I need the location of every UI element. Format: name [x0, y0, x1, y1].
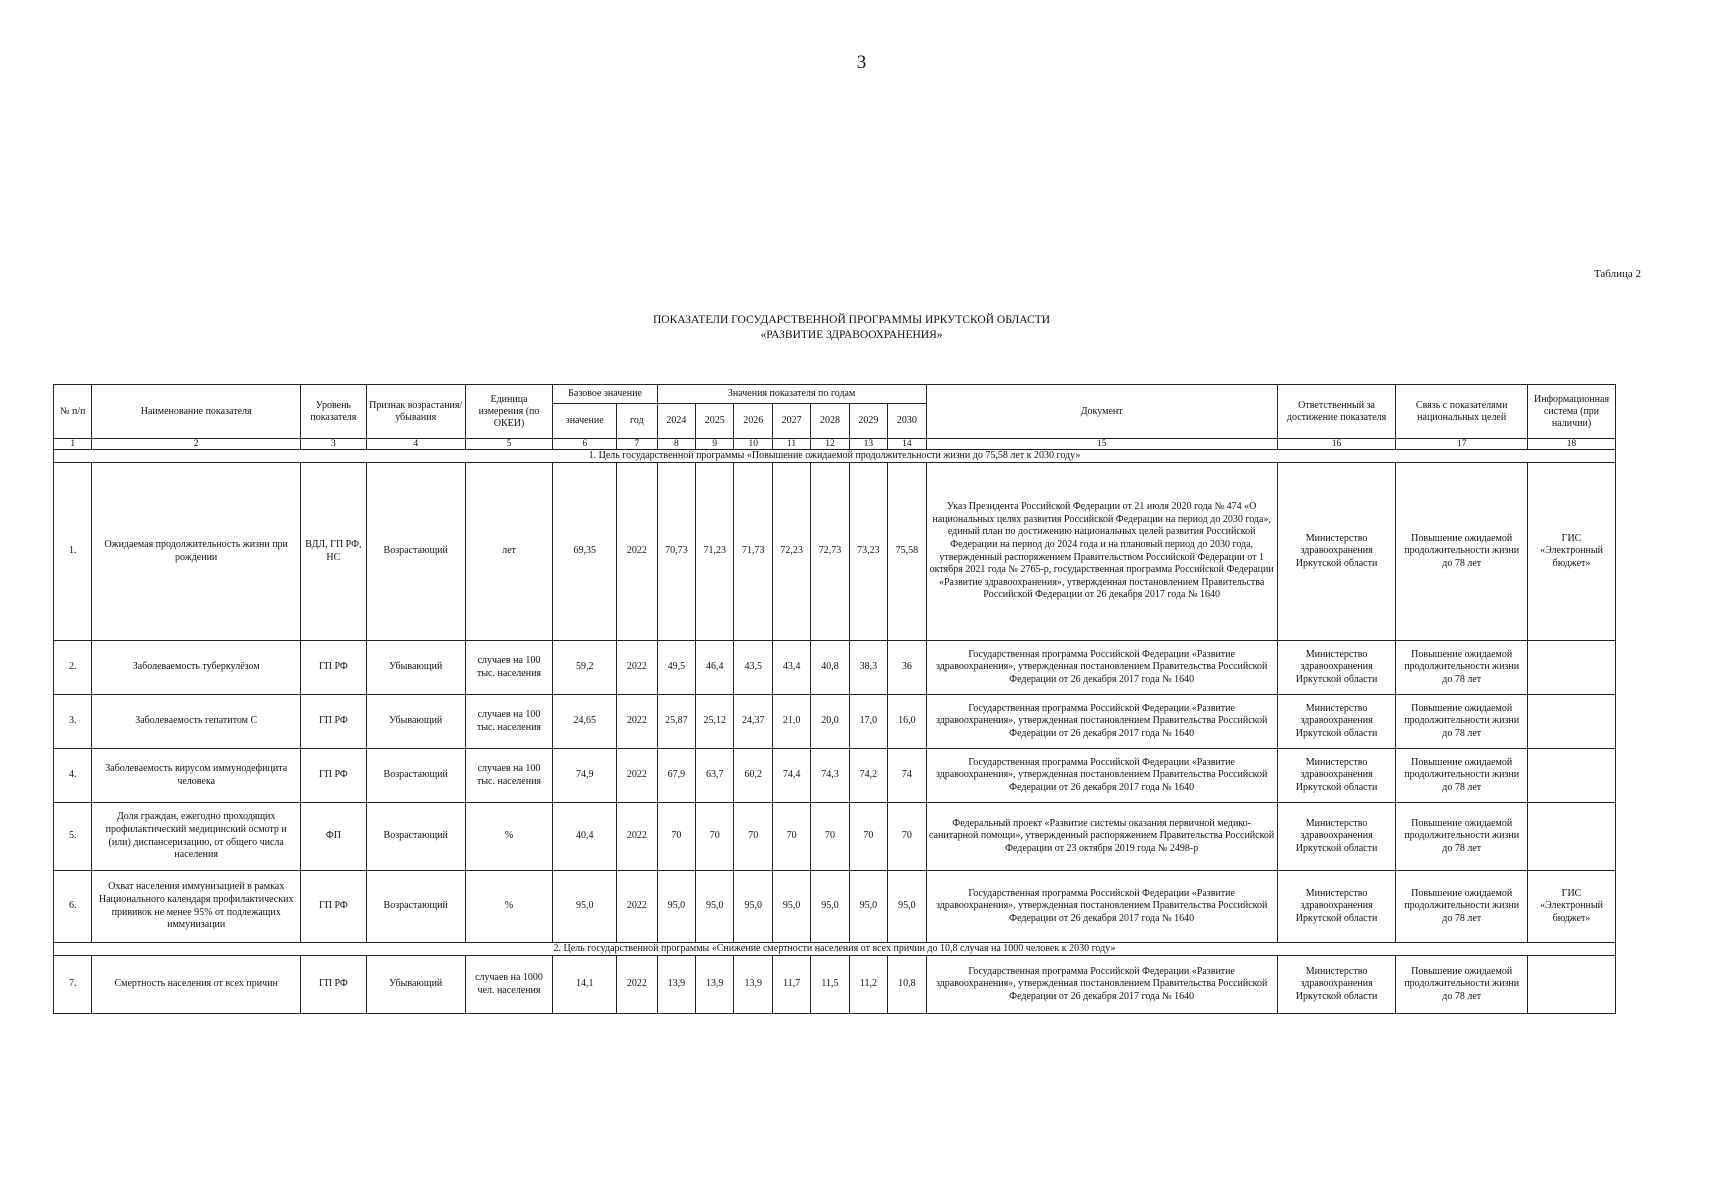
base-year: 2022: [617, 463, 658, 641]
column-number: 14: [888, 439, 926, 450]
column-number: 18: [1528, 439, 1616, 450]
indicator-unit: %: [465, 803, 553, 871]
indicator-level: ГП РФ: [300, 871, 366, 943]
row-number: 7.: [54, 956, 92, 1014]
national-goal-link: Повышение ожидаемой продолжительности жизни до 78 лет: [1396, 695, 1528, 749]
base-value: 95,0: [553, 871, 617, 943]
year-value: 70: [772, 803, 810, 871]
document-reference: Государственная программа Российской Федерации «Развитие здравоохранения», утвержденная постановлением Правительства Российской Федерации от 26 декабря 2017 года № 1640: [926, 871, 1277, 943]
column-number: 16: [1277, 439, 1396, 450]
information-system: [1528, 803, 1616, 871]
national-goal-link: Повышение ожидаемой продолжительности жизни до 78 лет: [1396, 956, 1528, 1014]
table-row: [54, 695, 1616, 749]
table-row: [54, 803, 1616, 871]
responsible-body: Министерство здравоохранения Иркутской области: [1277, 871, 1396, 943]
indicator-level: ВДЛ, ГП РФ, НС: [300, 463, 366, 641]
year-value: 46,4: [696, 641, 734, 695]
table-row: [54, 871, 1616, 943]
column-number: 12: [811, 439, 849, 450]
year-value: 25,12: [696, 695, 734, 749]
year-value: 43,5: [734, 641, 772, 695]
year-value: 75,58: [888, 463, 926, 641]
column-number: 17: [1396, 439, 1528, 450]
column-number: 8: [657, 439, 695, 450]
indicator-unit: лет: [465, 463, 553, 641]
year-value: 95,0: [849, 871, 887, 943]
base-value: 69,35: [553, 463, 617, 641]
year-value: 95,0: [772, 871, 810, 943]
indicator-level: ГП РФ: [300, 641, 366, 695]
document-reference: Государственная программа Российской Федерации «Развитие здравоохранения», утвержденная постановлением Правительства Российской Федерации от 26 декабря 2017 года № 1640: [926, 641, 1277, 695]
base-value: 24,65: [553, 695, 617, 749]
year-value: 70: [888, 803, 926, 871]
header-years-group: Значения показателя по годам: [657, 385, 926, 404]
column-number: 7: [617, 439, 658, 450]
header-year: 2027: [772, 404, 810, 439]
indicator-level: ГП РФ: [300, 695, 366, 749]
header-level: Уровень показателя: [300, 385, 366, 439]
indicator-name: Смертность населения от всех причин: [92, 956, 301, 1014]
header-year: 2030: [888, 404, 926, 439]
year-value: 16,0: [888, 695, 926, 749]
column-number: 3: [300, 439, 366, 450]
table-row: [54, 749, 1616, 803]
year-value: 95,0: [734, 871, 772, 943]
header-base-value: значение: [553, 404, 617, 439]
information-system: [1528, 641, 1616, 695]
year-value: 71,23: [696, 463, 734, 641]
header-unit: Единица измерения (по ОКЕИ): [465, 385, 553, 439]
year-value: 11,2: [849, 956, 887, 1014]
base-value: 40,4: [553, 803, 617, 871]
column-number: 1: [54, 439, 92, 450]
header-year: 2026: [734, 404, 772, 439]
row-number: 5.: [54, 803, 92, 871]
row-number: 3.: [54, 695, 92, 749]
title-line-1: ПОКАЗАТЕЛИ ГОСУДАРСТВЕННОЙ ПРОГРАММЫ ИРКУТСКОЙ ОБЛАСТИ: [652, 314, 1051, 326]
title-line-2: «РАЗВИТИЕ ЗДРАВООХРАНЕНИЯ»: [760, 329, 943, 341]
year-value: 95,0: [696, 871, 734, 943]
information-system: ГИС «Электронный бюджет»: [1528, 463, 1616, 641]
year-value: 49,5: [657, 641, 695, 695]
table-label: Таблица 2: [1593, 268, 1641, 280]
responsible-body: Министерство здравоохранения Иркутской области: [1277, 641, 1396, 695]
indicator-unit: случаев на 100 тыс. населения: [465, 641, 553, 695]
information-system: ГИС «Электронный бюджет»: [1528, 871, 1616, 943]
year-value: 20,0: [811, 695, 849, 749]
row-number: 6.: [54, 871, 92, 943]
year-value: 95,0: [657, 871, 695, 943]
year-value: 25,87: [657, 695, 695, 749]
header-responsible: Ответственный за достижение показателя: [1277, 385, 1396, 439]
header-year: 2029: [849, 404, 887, 439]
responsible-body: Министерство здравоохранения Иркутской области: [1277, 695, 1396, 749]
year-value: 73,23: [849, 463, 887, 641]
national-goal-link: Повышение ожидаемой продолжительности жизни до 78 лет: [1396, 641, 1528, 695]
indicator-level: ГП РФ: [300, 956, 366, 1014]
year-value: 40,8: [811, 641, 849, 695]
document-reference: Государственная программа Российской Федерации «Развитие здравоохранения», утвержденная постановлением Правительства Российской Федерации от 26 декабря 2017 года № 1640: [926, 749, 1277, 803]
indicator-unit: случаев на 100 тыс. населения: [465, 695, 553, 749]
year-value: 11,5: [811, 956, 849, 1014]
year-value: 72,73: [811, 463, 849, 641]
year-value: 63,7: [696, 749, 734, 803]
year-value: 95,0: [888, 871, 926, 943]
table-row: [54, 956, 1616, 1014]
base-year: 2022: [617, 641, 658, 695]
indicator-name: Ожидаемая продолжительность жизни при рождении: [92, 463, 301, 641]
base-year: 2022: [617, 695, 658, 749]
column-number: 9: [696, 439, 734, 450]
information-system: [1528, 695, 1616, 749]
indicator-trend: Убывающий: [366, 956, 465, 1014]
year-value: 95,0: [811, 871, 849, 943]
year-value: 72,23: [772, 463, 810, 641]
indicator-trend: Возрастающий: [366, 803, 465, 871]
indicator-trend: Возрастающий: [366, 749, 465, 803]
base-value: 59,2: [553, 641, 617, 695]
year-value: 17,0: [849, 695, 887, 749]
row-number: 1.: [54, 463, 92, 641]
table-row: [54, 641, 1616, 695]
year-value: 60,2: [734, 749, 772, 803]
header-base-year: год: [617, 404, 658, 439]
column-number: 11: [772, 439, 810, 450]
header-infosys: Информационная система (при наличии): [1528, 385, 1616, 439]
year-value: 24,37: [734, 695, 772, 749]
indicator-name: Заболеваемость гепатитом С: [92, 695, 301, 749]
national-goal-link: Повышение ожидаемой продолжительности жизни до 78 лет: [1396, 871, 1528, 943]
base-year: 2022: [617, 956, 658, 1014]
year-value: 74,2: [849, 749, 887, 803]
responsible-body: Министерство здравоохранения Иркутской области: [1277, 749, 1396, 803]
header-year: 2024: [657, 404, 695, 439]
column-number: 15: [926, 439, 1277, 450]
year-value: 13,9: [734, 956, 772, 1014]
indicator-level: ГП РФ: [300, 749, 366, 803]
responsible-body: Министерство здравоохранения Иркутской области: [1277, 803, 1396, 871]
header-year: 2025: [696, 404, 734, 439]
year-value: 70: [657, 803, 695, 871]
year-value: 11,7: [772, 956, 810, 1014]
column-number: 5: [465, 439, 553, 450]
year-value: 10,8: [888, 956, 926, 1014]
information-system: [1528, 956, 1616, 1014]
document-reference: Федеральный проект «Развитие системы оказания первичной медико-санитарной помощи», утвержденный распоряжением Правительства Российской Федерации от 23 октября 2019 года № 2498-р: [926, 803, 1277, 871]
year-value: 67,9: [657, 749, 695, 803]
document-title: [0, 313, 1703, 343]
year-value: 70: [734, 803, 772, 871]
year-value: 13,9: [657, 956, 695, 1014]
column-number: 13: [849, 439, 887, 450]
indicator-name: Доля граждан, ежегодно проходящих профилактический медицинский осмотр и (или) диспансеризацию, от общего числа населения: [92, 803, 301, 871]
year-value: 74,4: [772, 749, 810, 803]
header-name: Наименование показателя: [92, 385, 301, 439]
document-reference: Государственная программа Российской Федерации «Развитие здравоохранения», утвержденная постановлением Правительства Российской Федерации от 26 декабря 2017 года № 1640: [926, 695, 1277, 749]
year-value: 74,3: [811, 749, 849, 803]
header-document: Документ: [926, 385, 1277, 439]
year-value: 74: [888, 749, 926, 803]
indicator-trend: Возрастающий: [366, 463, 465, 641]
base-value: 74,9: [553, 749, 617, 803]
base-value: 14,1: [553, 956, 617, 1014]
year-value: 71,73: [734, 463, 772, 641]
header-link: Связь с показателями национальных целей: [1396, 385, 1528, 439]
column-number: 6: [553, 439, 617, 450]
national-goal-link: Повышение ожидаемой продолжительности жизни до 78 лет: [1396, 749, 1528, 803]
indicator-level: ФП: [300, 803, 366, 871]
base-year: 2022: [617, 749, 658, 803]
year-value: 70: [696, 803, 734, 871]
indicator-trend: Убывающий: [366, 695, 465, 749]
year-value: 21,0: [772, 695, 810, 749]
year-value: 38,3: [849, 641, 887, 695]
base-year: 2022: [617, 871, 658, 943]
section-heading: 2. Цель государственной программы «Снижение смертности населения от всех причин до 10,8 случая на 1000 человек к 2030 году»: [54, 943, 1616, 956]
table-row: [54, 463, 1616, 641]
national-goal-link: Повышение ожидаемой продолжительности жизни до 78 лет: [1396, 803, 1528, 871]
year-value: 36: [888, 641, 926, 695]
responsible-body: Министерство здравоохранения Иркутской области: [1277, 463, 1396, 641]
column-number: 10: [734, 439, 772, 450]
column-number: 2: [92, 439, 301, 450]
year-value: 13,9: [696, 956, 734, 1014]
indicator-trend: Возрастающий: [366, 871, 465, 943]
national-goal-link: Повышение ожидаемой продолжительности жизни до 78 лет: [1396, 463, 1528, 641]
row-number: 4.: [54, 749, 92, 803]
column-number: 4: [366, 439, 465, 450]
information-system: [1528, 749, 1616, 803]
row-number: 2.: [54, 641, 92, 695]
indicator-name: Охват населения иммунизацией в рамках Национального календаря профилактических прививок не менее 95% от подлежащих иммунизации: [92, 871, 301, 943]
indicators-table: [53, 384, 1616, 1014]
header-base-group: Базовое значение: [553, 385, 657, 404]
year-value: 43,4: [772, 641, 810, 695]
base-year: 2022: [617, 803, 658, 871]
indicator-unit: случаев на 1000 чел. населения: [465, 956, 553, 1014]
indicator-name: Заболеваемость туберкулёзом: [92, 641, 301, 695]
indicator-name: Заболеваемость вирусом иммунодефицита человека: [92, 749, 301, 803]
header-num: № п/п: [54, 385, 92, 439]
year-value: 70,73: [657, 463, 695, 641]
header-year: 2028: [811, 404, 849, 439]
indicator-trend: Убывающий: [366, 641, 465, 695]
year-value: 70: [849, 803, 887, 871]
year-value: 70: [811, 803, 849, 871]
header-trend: Признак возрастания/ убывания: [366, 385, 465, 439]
page-number: 3: [856, 52, 867, 73]
responsible-body: Министерство здравоохранения Иркутской области: [1277, 956, 1396, 1014]
document-reference: Указ Президента Российской Федерации от 21 июля 2020 года № 474 «О национальных целях развития Российской Федерации на период до 2030 года», единый план по достижению национальных целей развития Российской Федерации на период до 2024 года и на плановый период до 2030 года, утвержденный распоряжением Правительством Российской Федерации от 1 октября 2021 года № 2765-р, государственная программа Российской Федерации «Развитие здравоохранения», утвержденная постановлением Правительства Российской Федерации от 26 декабря 2017 года № 1640: [926, 463, 1277, 641]
section-heading: 1. Цель государственной программы «Повышение ожидаемой продолжительности жизни до 75,58 лет к 2030 году»: [54, 450, 1616, 463]
document-reference: Государственная программа Российской Федерации «Развитие здравоохранения», утвержденная постановлением Правительства Российской Федерации от 26 декабря 2017 года № 1640: [926, 956, 1277, 1014]
indicator-unit: %: [465, 871, 553, 943]
indicator-unit: случаев на 100 тыс. населения: [465, 749, 553, 803]
